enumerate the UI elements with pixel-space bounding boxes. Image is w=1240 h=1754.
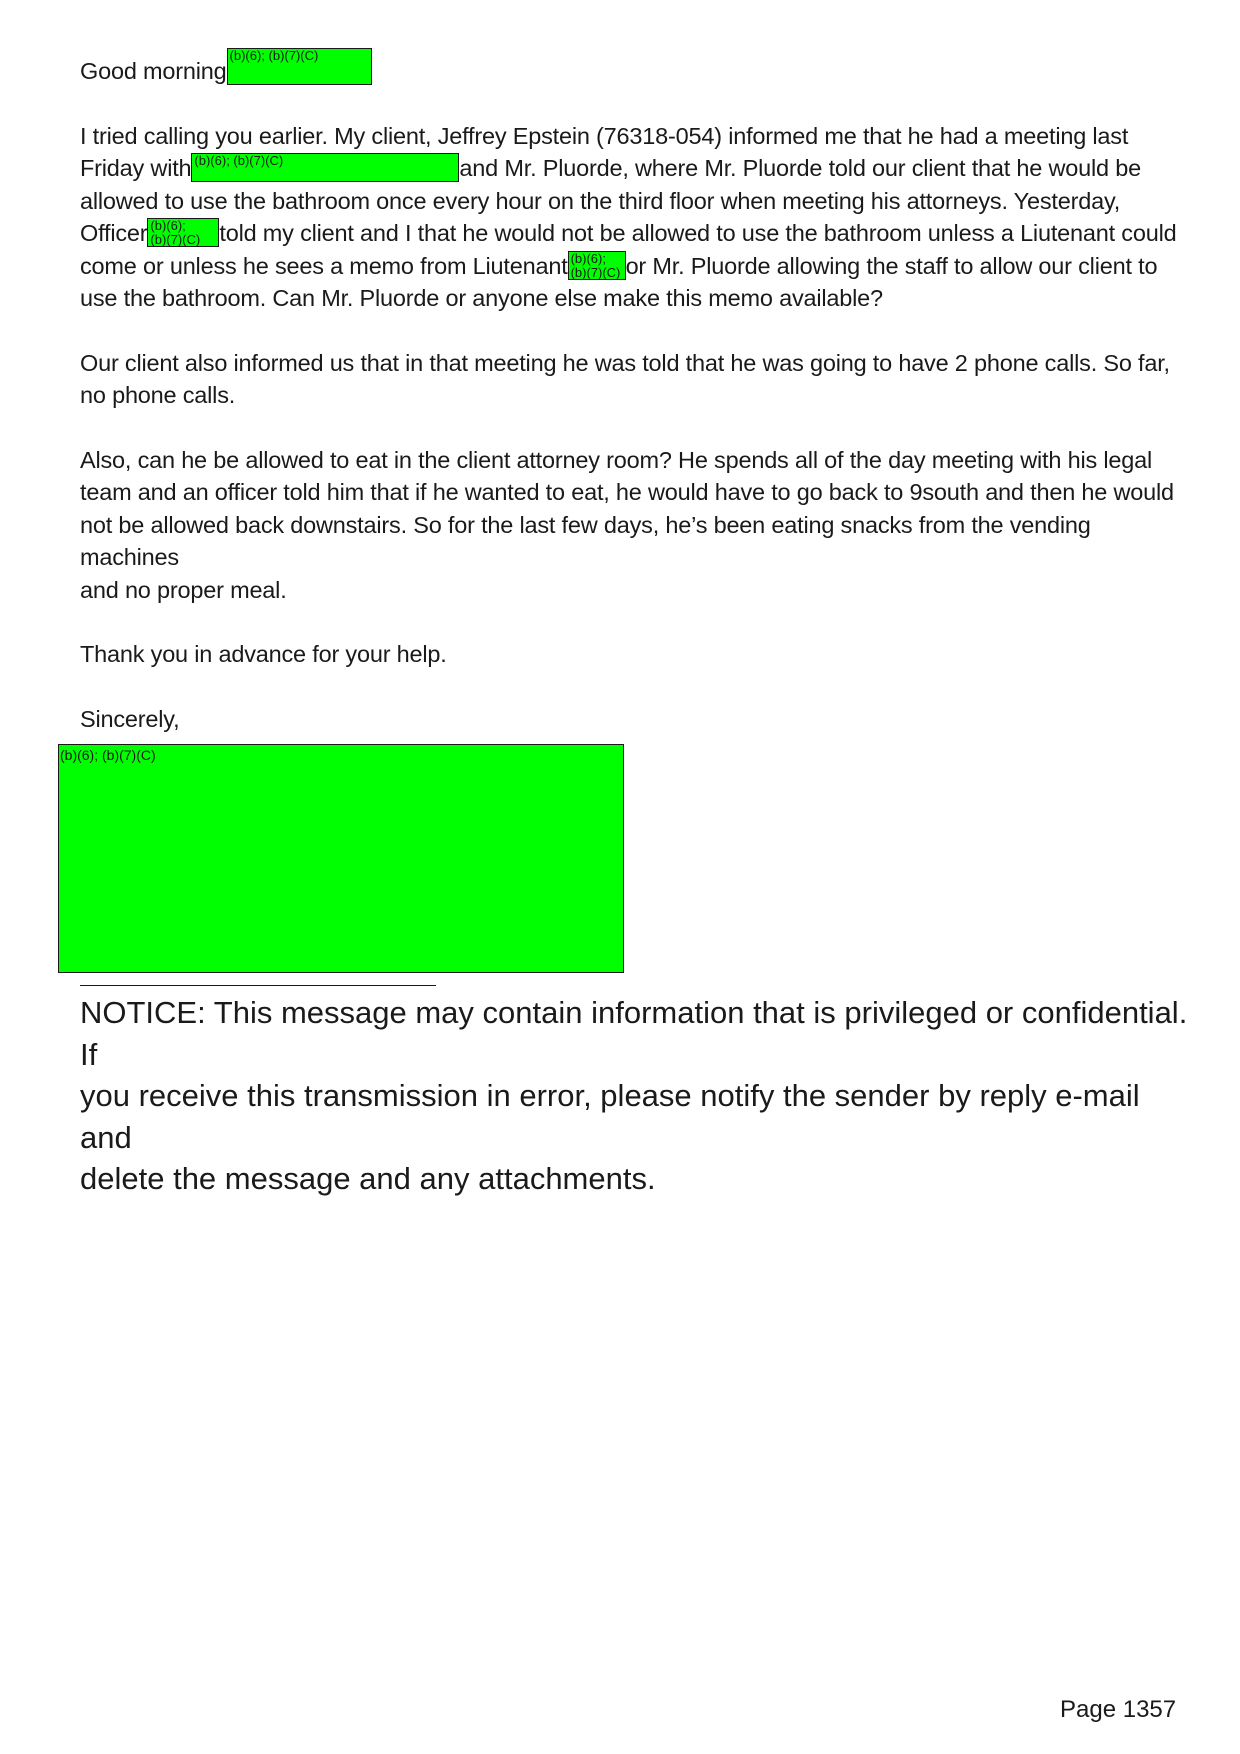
text-line: allowed to use the bathroom once every hour on the third floor when meeting his attorneys. Yesterday, bbox=[80, 187, 1121, 214]
redaction-label bbox=[150, 219, 200, 247]
notice-line: delete the message and any attachments. bbox=[80, 1161, 656, 1196]
redaction-label bbox=[571, 252, 621, 280]
text-line: use the bathroom. Can Mr. Pluorde or anyone else make this memo available? bbox=[80, 285, 883, 311]
text-line: or Mr. Pluorde allowing the staff to allow our client to bbox=[625, 252, 1158, 279]
paragraph-2 bbox=[80, 347, 1180, 412]
confidentiality-notice bbox=[80, 992, 1190, 1200]
redaction-label-line: (b)(7)(C) bbox=[570, 264, 621, 280]
redaction-box bbox=[191, 153, 459, 182]
text-line: Friday with bbox=[80, 155, 192, 181]
redaction-box bbox=[568, 251, 626, 280]
text-line: Also, can he be allowed to eat in the client attorney room? He spends all of the day meeting with his legal bbox=[80, 446, 1152, 473]
redaction-box bbox=[227, 48, 372, 85]
text-line: no phone calls. bbox=[80, 382, 236, 408]
signature-redaction-box bbox=[58, 744, 624, 973]
greeting: Good morning bbox=[80, 58, 227, 84]
text-line: Our client also informed us that in that meeting he was told that he was going to have 2 phone calls. So far, bbox=[80, 349, 1170, 376]
page-number: Page 1357 bbox=[1060, 1696, 1177, 1723]
redaction-box bbox=[147, 218, 219, 247]
text-line: not be allowed back downstairs. So for the last few days, he’s been eating snacks from the vending machines bbox=[80, 511, 1091, 570]
redaction-label: (b)(6); (b)(7)(C) bbox=[194, 153, 284, 168]
greeting-line bbox=[80, 48, 1180, 88]
redaction-label-line: (b)(6); bbox=[570, 250, 606, 266]
notice-line: NOTICE: This message may contain information that is privileged or confidential. If bbox=[80, 995, 1188, 1072]
letter-body bbox=[80, 48, 1180, 735]
redaction-label-line: (b)(6); bbox=[150, 218, 186, 233]
text-line: told my client and I that he would not be allowed to use the bathroom unless a Liutenant could bbox=[219, 220, 1177, 246]
text-line: team and an officer told him that if he wanted to eat, he would have to go back to 9south and then he would bbox=[80, 479, 1174, 505]
closing-line: Sincerely, bbox=[80, 705, 180, 732]
paragraph-1 bbox=[80, 120, 1180, 315]
thanks-line: Thank you in advance for your help. bbox=[80, 641, 447, 667]
signature-divider bbox=[80, 985, 436, 986]
text-line: Officer bbox=[80, 220, 148, 246]
paragraph-3 bbox=[80, 444, 1180, 607]
text-line: and no proper meal. bbox=[80, 576, 287, 603]
redaction-label: (b)(6); (b)(7)(C) bbox=[60, 747, 156, 763]
redaction-label: (b)(6); (b)(7)(C) bbox=[229, 48, 319, 63]
notice-line: you receive this transmission in error, please notify the sender by reply e-mail and bbox=[80, 1078, 1140, 1155]
text-line: come or unless he sees a memo from Liutenant bbox=[80, 252, 568, 279]
redaction-label-line: (b)(7)(C) bbox=[150, 232, 201, 247]
text-line: and Mr. Pluorde, where Mr. Pluorde told our client that he would be bbox=[459, 155, 1141, 181]
text-line: I tried calling you earlier. My client, Jeffrey Epstein (76318-054) informed me that he had a meeting last bbox=[80, 122, 1129, 149]
